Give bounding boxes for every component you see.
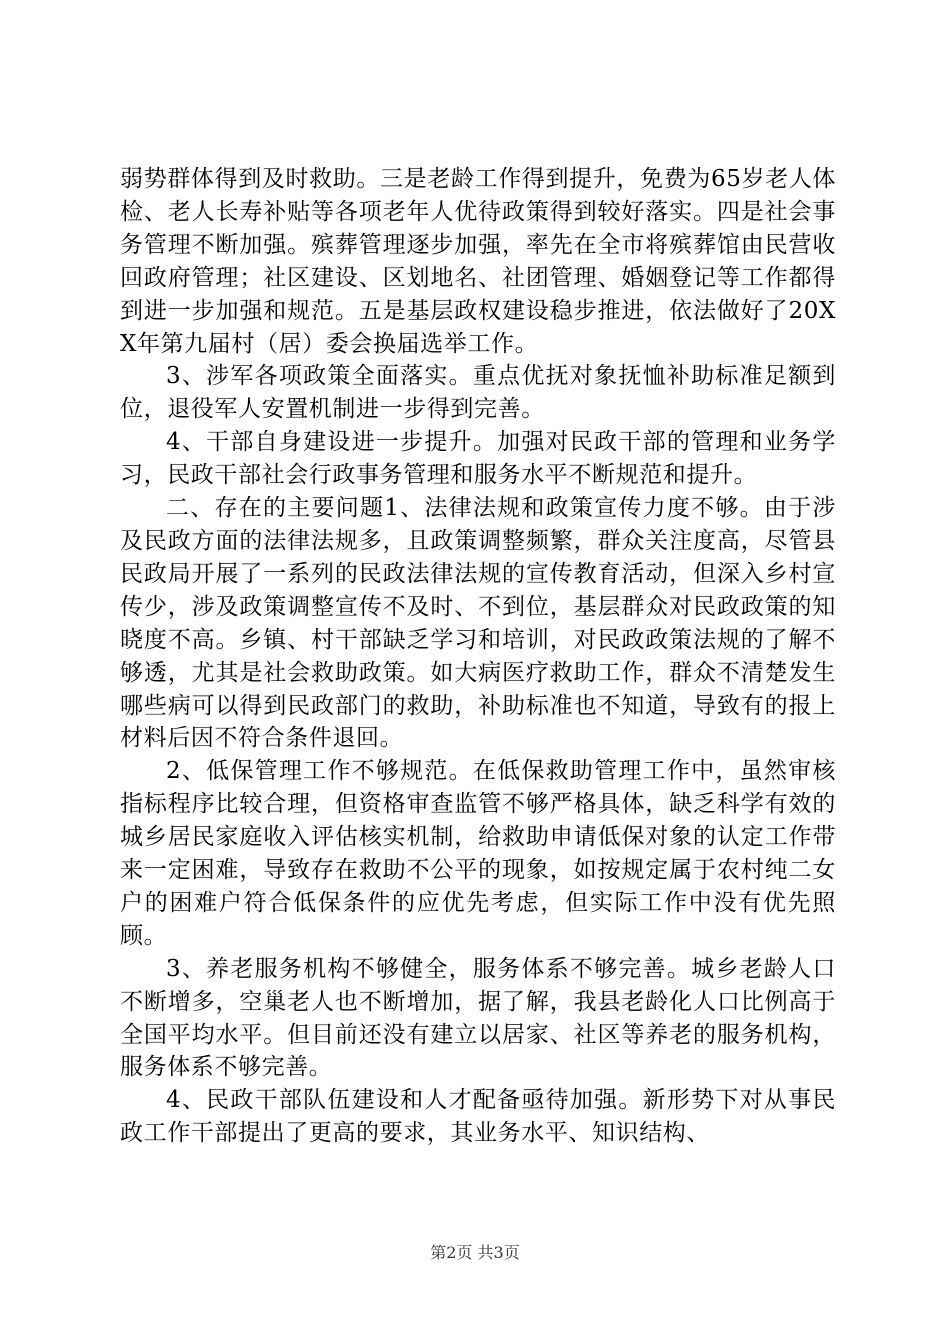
- paragraph-military-policy: 3、涉军各项政策全面落实。重点优抚对象抚恤补助标准足额到位，退役军人安置机制进一步得到完善。: [120, 363, 836, 423]
- paragraph-elderly-care-services: 3、养老服务机构不够健全，服务体系不够完善。城乡老龄人口不断增多，空巢老人也不断增加，据了解，我县老龄化人口比例高于全国平均水平。但目前还没有建立以居家、社区等养老的服务机构，服务体系不够完善。: [120, 955, 836, 1081]
- paragraph-cadre-team-talent: 4、民政干部队伍建设和人才配备亟待加强。新形势下对从事民政工作干部提出了更高的要求，其业务水平、知识结构、: [120, 1087, 836, 1147]
- document-body: [120, 163, 836, 1150]
- paragraph-cadre-building: 4、干部自身建设进一步提升。加强对民政干部的管理和业务学习，民政干部社会行政事务管理和服务水平不断规范和提升。: [120, 429, 836, 489]
- paragraph-main-problems-legal-publicity: 二、存在的主要问题1、法律法规和政策宣传力度不够。由于涉及民政方面的法律法规多，且政策调整频繁，群众关注度高，尽管县民政局开展了一系列的民政法律法规的宣传教育活动，但深入乡村宣传少，涉及政策调整宣传不及时、不到位，基层群众对民政政策的知晓度不高。乡镇、村干部缺乏学习和培训，对民政政策法规的了解不够透，尤其是社会救助政策。如大病医疗救助工作，群众不清楚发生哪些病可以得到民政部门的救助，补助标准也不知道，导致有的报上材料后因不符合条件退回。: [120, 495, 836, 752]
- paragraph-social-affairs: 弱势群体得到及时救助。三是老龄工作得到提升，免费为65岁老人体检、老人长寿补贴等各项老年人优待政策得到较好落实。四是社会事务管理不断加强。殡葬管理逐步加强，率先在全市将殡葬馆由民营收回政府管理；社区建设、区划地名、社团管理、婚姻登记等工作都得到进一步加强和规范。五是基层政权建设稳步推进，依法做好了20XX年第九届村（居）委会换届选举工作。: [120, 166, 836, 357]
- page-number-footer: 第2页 共3页: [430, 1243, 520, 1262]
- paragraph-minimum-security-management: 2、低保管理工作不够规范。在低保救助管理工作中，虽然审核指标程序比较合理，但资格审查监管不够严格具体，缺乏科学有效的城乡居民家庭收入评估核实机制，给救助申请低保对象的认定工作带来一定困难，导致存在救助不公平的现象，如按规定属于农村纯二女户的困难户符合低保条件的应优先考虑，但实际工作中没有优先照顾。: [120, 758, 836, 949]
